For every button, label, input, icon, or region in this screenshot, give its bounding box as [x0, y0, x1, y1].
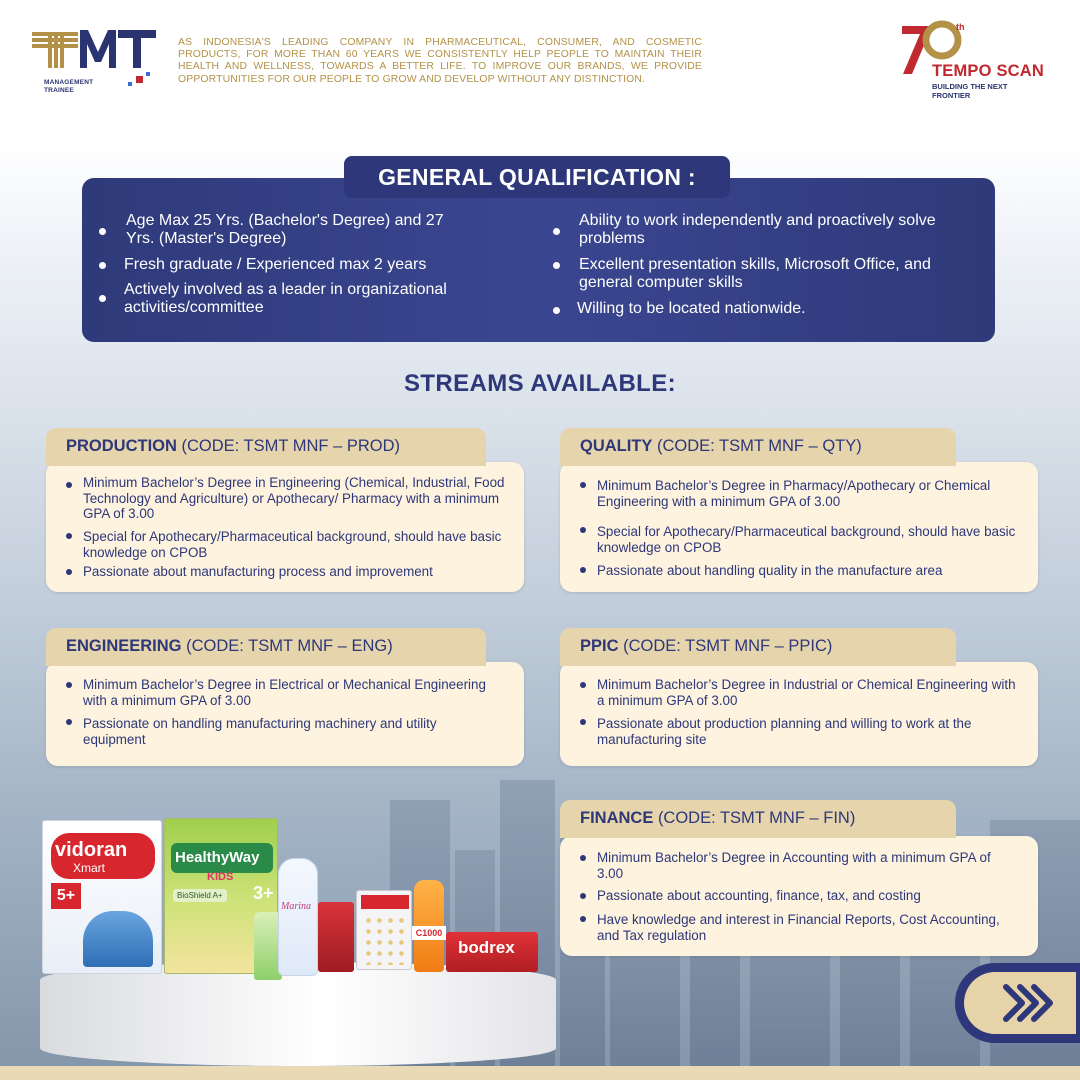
bullet-dot — [580, 719, 586, 725]
logo-subtitle: MANAGEMENT TRAINEE — [44, 79, 94, 94]
gq-item: Excellent presentation skills, Microsoft Office, and general computer skills — [579, 256, 931, 291]
stream-bullet: Passionate about handling quality in the manufacture area — [597, 563, 943, 578]
blister-tablets — [363, 915, 407, 965]
blister-label — [361, 895, 409, 909]
svg-text:th: th — [956, 22, 965, 32]
double-chevron-right-icon — [1002, 983, 1062, 1023]
healthyway-shield: BioShield A+ — [173, 889, 227, 902]
stream-tab-production — [46, 428, 486, 466]
vidoran-brand: vidoran — [55, 839, 128, 861]
gq-item: Age Max 25 Yrs. (Bachelor's Degree) and 27 Yrs. (Master's Degree) — [126, 212, 444, 247]
gq-item: Actively involved as a leader in organizational activities/committee — [124, 281, 447, 316]
next-button-inner — [964, 972, 1076, 1034]
stream-bullet: Minimum Bachelor’s Degree in Pharmacy/Apothecary or Chemical Engineering with a minimum GPA of 3.00 — [597, 478, 991, 509]
bullet-dot — [580, 482, 586, 488]
red-sachet-product-image — [318, 902, 354, 972]
stream-code: (CODE: TSMT MNF – PROD) — [181, 437, 400, 455]
bullet-dot — [580, 855, 586, 861]
stream-bullet: Special for Apothecary/Pharmaceutical background, should have basic knowledge on CPOB — [83, 529, 502, 560]
stream-code: (CODE: TSMT MNF – QTY) — [657, 437, 862, 455]
stream-bullet: Passionate about accounting, finance, tax, and costing — [597, 888, 921, 903]
bullet-dot — [580, 916, 586, 922]
stream-bullet: Minimum Bachelor’s Degree in Engineering (Chemical, Industrial, Food Technology and Agriculture) or Apothecary/ Pharmacy with a minimum GPA of 3.00 — [83, 475, 505, 521]
stream-bullet: Minimum Bachelor’s Degree in Accounting with a minimum GPA of 3.00 — [597, 850, 991, 881]
healthyway-sub: KIDS — [207, 871, 234, 883]
bullet-dot — [553, 262, 560, 269]
stream-code: (CODE: TSMT MNF – PPIC) — [623, 637, 833, 655]
header — [0, 0, 1080, 140]
bodrex-brand: bodrex — [458, 938, 515, 957]
stream-bullet: Passionate about production planning and willing to work at the manufacturing site — [597, 716, 972, 747]
tmt-logo — [32, 26, 162, 102]
streams-title: STREAMS AVAILABLE: — [403, 370, 677, 397]
tmt-logo-mark — [32, 26, 162, 86]
stream-bullet: Special for Apothecary/Pharmaceutical background, should have basic knowledge on CPOB — [597, 524, 1016, 555]
c1000-label: C1000 — [412, 926, 446, 940]
bullet-dot — [99, 262, 106, 269]
bullet-dot — [66, 569, 72, 575]
stream-bullet: Passionate about manufacturing process and improvement — [83, 564, 433, 579]
c1000-product-image — [414, 880, 444, 972]
stream-name: FINANCE — [580, 809, 654, 827]
stream-bullet: Minimum Bachelor’s Degree in Industrial or Chemical Engineering with a minimum GPA of 3.00 — [597, 677, 1016, 708]
company-name: TEMPO SCAN — [932, 62, 1045, 80]
stream-bullet: Passionate on handling manufacturing machinery and utility equipment — [83, 716, 437, 747]
stream-tab-engineering — [46, 628, 486, 666]
company-intro: AS INDONESIA'S LEADING COMPANY IN PHARMACEUTICAL, CONSUMER, AND COSMETIC PRODUCTS, FOR MORE THAN 60 YEARS WE CONSISTENTLY HELP PEOPLE TO MAINTAIN THEIR HEALTH AND WELLNESS, TOWARDS A BETTER LIFE. TO IMPROVE OUR BRANDS, WE PROVIDE OPPORTUNITIES FOR OUR PEOPLE TO GROW AND DEVELOP WITHOUT ANY DISTINCTION. — [178, 37, 702, 85]
bottom-strip — [0, 1066, 1080, 1080]
healthyway-age: 3+ — [253, 883, 274, 903]
vidoran-age: 5+ — [51, 883, 81, 909]
bullet-dot — [580, 567, 586, 573]
bullet-dot — [99, 228, 106, 235]
stream-code: (CODE: TSMT MNF – FIN) — [657, 809, 856, 827]
stream-tab-finance — [560, 800, 956, 838]
bullet-dot — [580, 682, 586, 688]
vidoran-illustration — [83, 911, 153, 967]
stream-tab-ppic — [560, 628, 956, 666]
stream-name: ENGINEERING — [66, 637, 182, 655]
bullet-dot — [66, 533, 72, 539]
bodrex-product-image — [446, 932, 538, 972]
stream-name: QUALITY — [580, 437, 653, 455]
general-qualification-title: GENERAL QUALIFICATION : — [344, 156, 730, 198]
bullet-dot — [66, 482, 72, 488]
vidoran-line: Xmart — [73, 861, 106, 875]
gq-item: Fresh graduate / Experienced max 2 years — [124, 256, 427, 273]
next-page-button[interactable] — [955, 963, 1080, 1043]
bullet-dot — [66, 719, 72, 725]
vidoran-product-image — [42, 820, 162, 974]
marina-brand: Marina — [281, 901, 311, 912]
bullet-dot — [66, 682, 72, 688]
gq-item: Willing to be located nationwide. — [577, 300, 806, 317]
product-podium — [40, 962, 556, 1066]
stream-code: (CODE: TSMT MNF – ENG) — [186, 637, 393, 655]
company-tagline — [932, 82, 1022, 100]
bullet-dot — [99, 295, 106, 302]
tagline-text: BUILDING THE NEXT FRONTIER — [932, 82, 1008, 100]
blister-pack-product-image — [356, 890, 412, 970]
stream-bullet: Have knowledge and interest in Financial Reports, Cost Accounting, and Tax regulation — [597, 912, 1000, 943]
gq-item: Ability to work independently and proactively solve problems — [579, 212, 936, 247]
stream-name: PPIC — [580, 637, 619, 655]
bullet-dot — [580, 527, 586, 533]
bullet-dot — [553, 228, 560, 235]
healthyway-brand: HealthyWay — [175, 849, 260, 866]
marina-product-image — [278, 858, 318, 976]
bullet-dot — [553, 307, 560, 314]
tempo-scan-logo — [898, 16, 1058, 106]
stream-tab-quality — [560, 428, 956, 466]
bullet-dot — [580, 893, 586, 899]
stream-bullet: Minimum Bachelor’s Degree in Electrical or Mechanical Engineering with a minimum GPA of 3.00 — [83, 677, 486, 708]
stream-name: PRODUCTION — [66, 437, 177, 455]
